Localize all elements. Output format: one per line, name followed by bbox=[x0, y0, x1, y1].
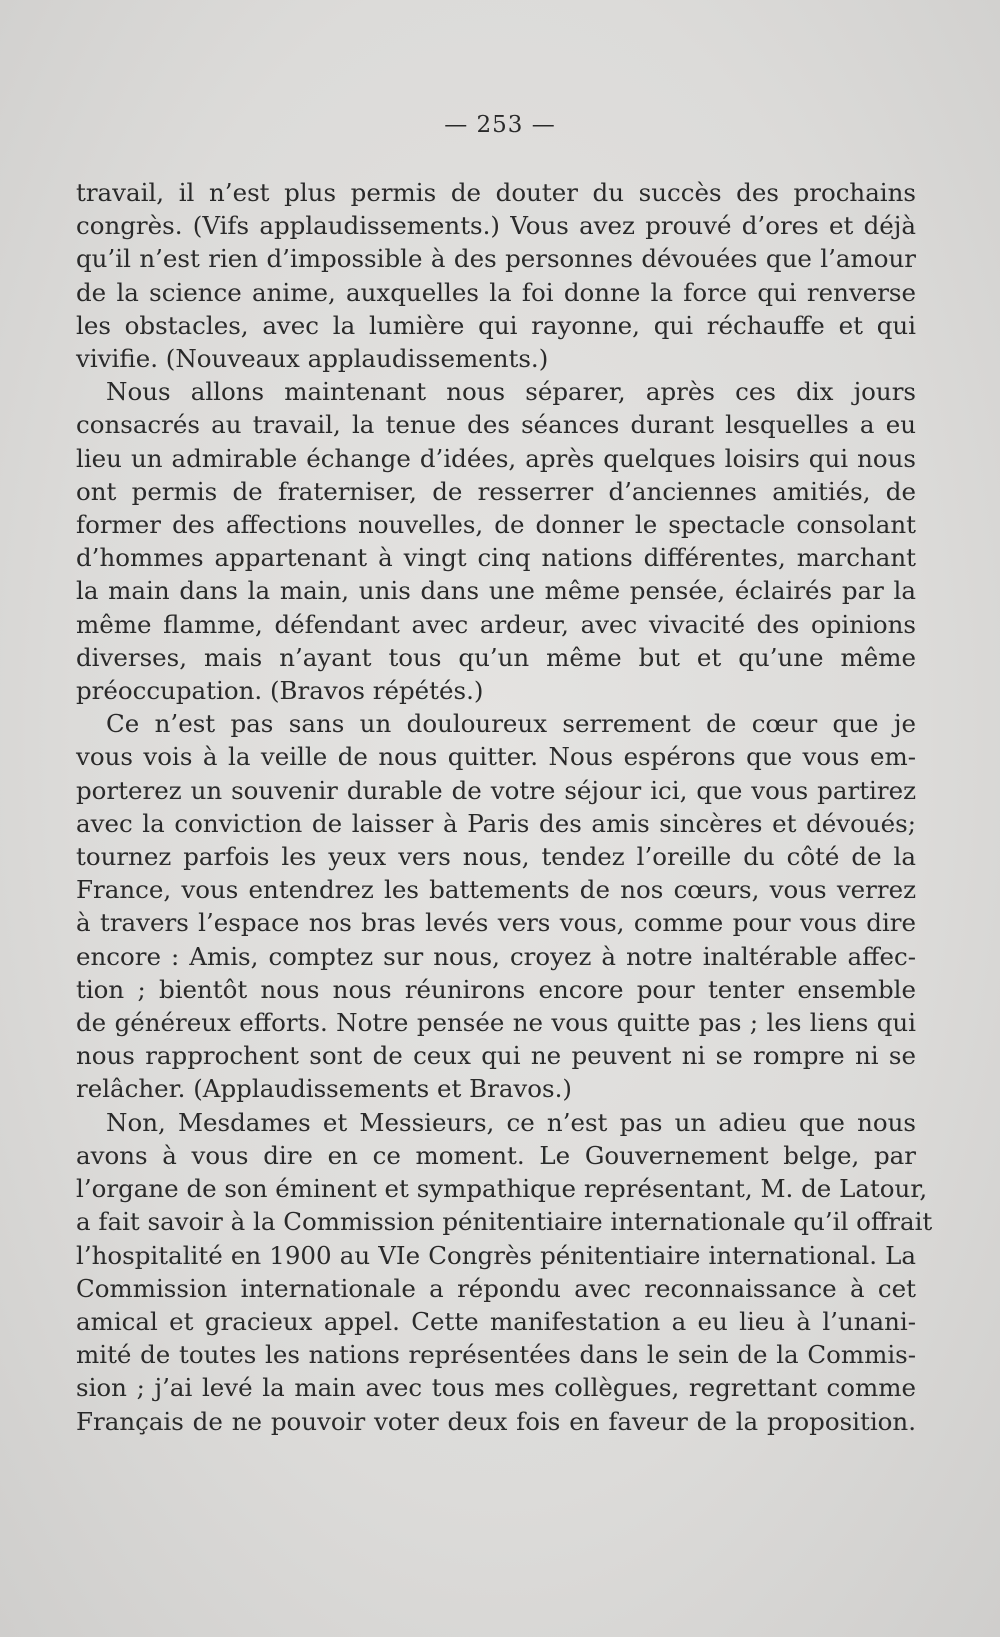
text-line: tournez parfois les yeux vers nous, tendez l’oreille du côté de la bbox=[76, 842, 916, 872]
text-line: Non, Mesdames et Messieurs, ce n’est pas un adieu que nous bbox=[106, 1107, 916, 1137]
text-line: vivifie. (Nouveaux applaudissements.) bbox=[76, 344, 549, 374]
text-line: congrès. (Vifs applaudissements.) Vous avez prouvé d’ores et déjà bbox=[76, 211, 916, 241]
text-line: ont permis de fraterniser, de resserrer d’anciennes amitiés, de bbox=[76, 476, 916, 506]
text-line: Commission internationale a répondu avec reconnaissance à cet bbox=[76, 1273, 916, 1303]
text-line: amical et gracieux appel. Cette manifestation a eu lieu à l’unani- bbox=[76, 1306, 916, 1336]
text-line: Français de ne pouvoir voter deux fois en faveur de la proposition. bbox=[76, 1406, 916, 1436]
text-line: vous vois à la veille de nous quitter. Nous espérons que vous em- bbox=[76, 742, 916, 772]
page-number: — 253 — bbox=[444, 112, 556, 138]
text-line: former des affections nouvelles, de donner le spectacle consolant bbox=[76, 510, 916, 540]
text-line: lieu un admirable échange d’idées, après quelques loisirs qui nous bbox=[76, 443, 916, 473]
text-line: consacrés au travail, la tenue des séances durant lesquelles a eu bbox=[76, 410, 916, 440]
text-line: de la science anime, auxquelles la foi donne la force qui renverse bbox=[76, 277, 916, 307]
text-line: préoccupation. (Bravos répétés.) bbox=[76, 676, 484, 706]
text-line: travail, il n’est plus permis de douter du succès des prochains bbox=[76, 178, 916, 207]
text-line: France, vous entendrez les battements de nos cœurs, vous verrez bbox=[76, 875, 916, 905]
text-line: la main dans la main, unis dans une même pensée, éclairés par la bbox=[76, 576, 916, 606]
text-line: à travers l’espace nos bras levés vers vous, comme pour vous dire bbox=[76, 908, 916, 938]
text-line: les obstacles, avec la lumière qui rayonne, qui réchauffe et qui bbox=[76, 310, 916, 340]
text-line: avons à vous dire en ce moment. Le Gouvernement belge, par bbox=[76, 1140, 916, 1170]
text-line: d’hommes appartenant à vingt cinq nations différentes, marchant bbox=[76, 543, 916, 573]
text-line: avec la conviction de laisser à Paris des amis sincères et dévoués; bbox=[76, 808, 916, 838]
body-text bbox=[76, 176, 933, 1438]
text-line: porterez un souvenir durable de votre séjour ici, que vous partirez bbox=[76, 775, 916, 805]
text-line: tion ; bientôt nous nous réunirons encore pour tenter ensemble bbox=[76, 974, 916, 1004]
text-line: de généreux efforts. Notre pensée ne vous quitte pas ; les liens qui bbox=[76, 1008, 916, 1038]
text-line: nous rapprochent sont de ceux qui ne peuvent ni se rompre ni se bbox=[76, 1041, 916, 1071]
text-line: Nous allons maintenant nous séparer, après ces dix jours bbox=[106, 377, 916, 407]
text-line: mité de toutes les nations représentées dans le sein de la Commis- bbox=[76, 1340, 916, 1370]
text-line: a fait savoir à la Commission pénitentiaire internationale qu’il offrait bbox=[76, 1207, 933, 1237]
text-line: l’organe de son éminent et sympathique représentant, M. de Latour, bbox=[76, 1174, 928, 1204]
text-line: l’hospitalité en 1900 au VIe Congrès pénitentiaire international. La bbox=[76, 1240, 916, 1270]
text-line: sion ; j’ai levé la main avec tous mes collègues, regrettant comme bbox=[76, 1373, 916, 1403]
text-line: même flamme, défendant avec ardeur, avec vivacité des opinions bbox=[76, 609, 916, 639]
text-line: encore : Amis, comptez sur nous, croyez à notre inaltérable affec- bbox=[76, 941, 916, 971]
text-line: qu’il n’est rien d’impossible à des personnes dévouées que l’amour bbox=[76, 244, 916, 274]
text-line: relâcher. (Applaudissements et Bravos.) bbox=[76, 1074, 572, 1104]
text-line: Ce n’est pas sans un douloureux serrement de cœur que je bbox=[106, 709, 916, 739]
text-line: diverses, mais n’ayant tous qu’un même but et qu’une même bbox=[76, 642, 916, 672]
